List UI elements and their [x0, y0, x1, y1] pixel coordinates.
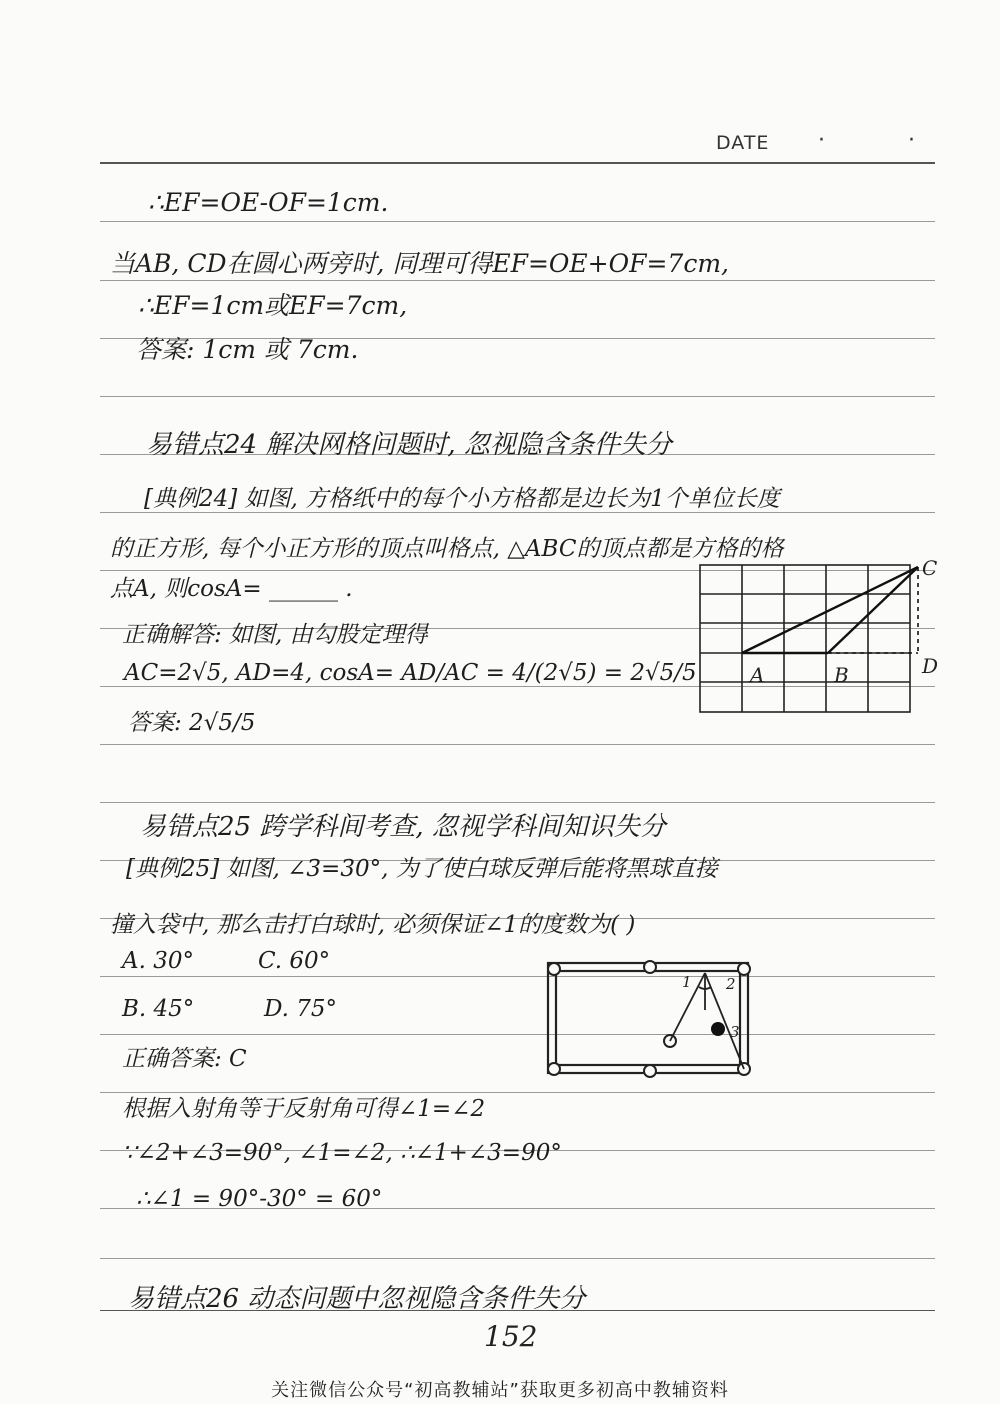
solution-24-line: AC=2√5, AD=4, cosA= AD/AC = 4/(2√5) = 2√5/5: [124, 660, 697, 686]
example-24-line: [典例24] 如图, 方格纸中的每个小方格都是边长为1个单位长度: [144, 486, 780, 512]
text-line: ∴EF=OE-OF=1cm.: [148, 188, 389, 217]
rule-top: [100, 162, 935, 164]
rule: [100, 976, 935, 977]
section-heading-25: 易错点25 跨学科间考查, 忽视学科间知识失分: [140, 812, 666, 842]
rule: [100, 221, 935, 222]
option-d: D. 75°: [264, 996, 338, 1022]
black-ball: [711, 1022, 725, 1036]
pocket: [548, 963, 560, 975]
pocket: [548, 1063, 560, 1075]
page-number: 152: [484, 1320, 538, 1353]
example-24-line: 点A, 则cosA= ______ .: [110, 576, 353, 602]
label-a: A: [750, 663, 765, 687]
example-24-line: 的正方形, 每个小正方形的顶点叫格点, △ABC的顶点都是方格的格: [110, 536, 784, 562]
answer-24: 答案: 2√5/5: [128, 710, 256, 736]
billiard-figure: [540, 955, 765, 1085]
pocket: [738, 963, 750, 975]
option-c: C. 60°: [258, 948, 331, 974]
section-heading-24: 易错点24 解决网格问题时, 忽视隐含条件失分: [146, 430, 672, 460]
rule: [100, 744, 935, 745]
option-a: A. 30°: [122, 948, 194, 974]
solution-25-line: ∴∠1 = 90°-30° = 60°: [136, 1186, 383, 1212]
option-b: B. 45°: [122, 996, 195, 1022]
section-heading-26: 易错点26 动态问题中忽视隐含条件失分: [128, 1284, 586, 1314]
footer-note: 关注微信公众号“初高教辅站”获取更多初高中教辅资料: [271, 1380, 729, 1401]
rule: [100, 802, 935, 803]
rule: [100, 1258, 935, 1259]
rule: [100, 396, 935, 397]
label-d: D: [922, 654, 939, 678]
angle-label-2: 2: [726, 975, 736, 993]
segment-ac: [742, 567, 918, 653]
rule: [100, 1034, 935, 1035]
angle-label-3: 3: [730, 1023, 740, 1041]
example-25-line: [典例25] 如图, ∠3=30°, 为了使白球反弹后能将黑球直接: [126, 856, 718, 882]
angle-label-1: 1: [682, 973, 692, 991]
pocket: [644, 961, 656, 973]
text-line: ∴EF=1cm或EF=7cm,: [138, 291, 408, 320]
text-line: 答案: 1cm 或 7cm.: [136, 335, 359, 364]
example-25-line: 撞入袋中, 那么击打白球时, 必须保证∠1的度数为( ): [110, 912, 636, 938]
solution-25-line: ∵∠2+∠3=90°, ∠1=∠2, ∴∠1+∠3=90°: [122, 1140, 562, 1166]
pocket: [644, 1065, 656, 1077]
answer-25: 正确答案: C: [122, 1046, 247, 1072]
label-c: C: [922, 556, 938, 580]
label-b: B: [834, 663, 849, 687]
segment-bc: [828, 567, 918, 653]
text-line: 当AB, CD在圆心两旁时, 同理可得EF=OE+OF=7cm,: [110, 249, 729, 278]
date-label: DATE: [716, 132, 770, 154]
solution-25-line: 根据入射角等于反射角可得∠1=∠2: [122, 1096, 486, 1122]
grid-figure: [690, 555, 950, 720]
rule: [100, 280, 935, 281]
date-dots: · ·: [818, 128, 953, 153]
solution-24-line: 正确解答: 如图, 由勾股定理得: [122, 622, 428, 648]
